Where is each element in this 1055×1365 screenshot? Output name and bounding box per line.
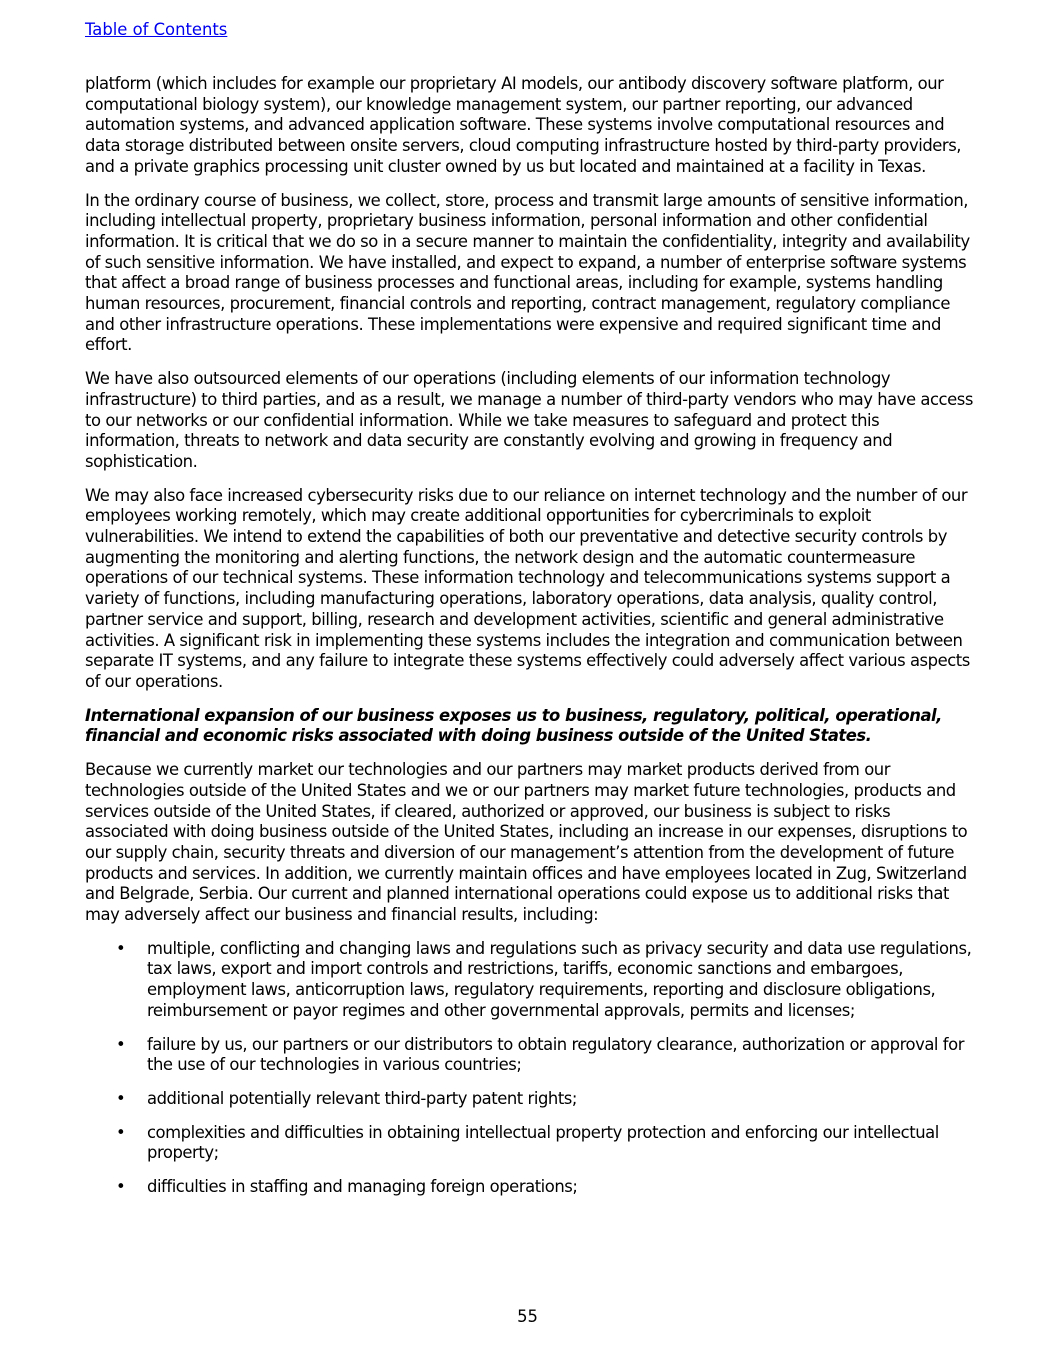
page-number: 55 <box>517 1307 538 1326</box>
bullet-icon: • <box>116 1177 126 1197</box>
list-item-text: difficulties in staffing and managing foreign operations; <box>147 1177 578 1197</box>
bullet-icon: • <box>116 1088 126 1108</box>
list-item-text: failure by us, our partners or our distributors to obtain regulatory clearance, authorization or approval for the use of our technologies in various countries; <box>147 1034 964 1075</box>
paragraph-cybersecurity: We may also face increased cybersecurity risks due to our reliance on internet technology and the number of our employees working remotely, which may create additional opportunities for cybercriminals to exploit vulnerabilities. We intend to extend the capabilities of both our preventative and detective security controls by augmenting the monitoring and alerting functions, the network design and the automatic countermeasure operations of our technical systems. These information technology and telecommunications systems support a variety of functions, including manufacturing operations, laboratory operations, data analysis, quality control, partner service and support, billing, research and development activities, scientific and general administrative activities. A significant risk in implementing these systems includes the integration and communication between separate IT systems, and any failure to integrate these systems effectively could adversely affect various aspects of our operations. <box>85 485 970 691</box>
list-item-text: multiple, conflicting and changing laws and regulations such as privacy security and data use regulations, tax laws, export and import controls and restrictions, tariffs, economic sanctions and embargoes, employment laws, anticorruption laws, regulatory requirements, reporting and disclosure obligations, reimbursement or payor regimes and other governmental approvals, permits and licenses; <box>147 938 972 1020</box>
paragraph-systems: platform (which includes for example our proprietary AI models, our antibody discovery software platform, our computational biology system), our knowledge management system, our partner reporting, our advanced automation systems, and advanced application software. These systems involve computational resources and data storage distributed between onsite servers, cloud computing infrastructure hosted by third-party providers, and a private graphics processing unit cluster owned by us but located and maintained at a facility in Texas. <box>85 74 962 176</box>
list-item <box>85 1123 975 1164</box>
list-item <box>85 1035 975 1076</box>
paragraph-international-intro: Because we currently market our technologies and our partners may market products derived from our technologies outside of the United States and we or our partners may market future technologies, products and services outside of the United States, if cleared, authorized or approved, our business is subject to risks associated with doing business outside of the United States, including an increase in our expenses, disruptions to our supply chain, security threats and diversion of our management’s attention from the development of future products and services. In addition, we currently maintain offices and have employees located in Zug, Switzerland and Belgrade, Serbia. Our current and planned international operations could expose us to additional risks that may adversely affect our business and financial results, including: <box>85 760 968 925</box>
list-item <box>85 939 975 1022</box>
list-item-text: complexities and difficulties in obtaining intellectual property protection and enforcing our intellectual property; <box>147 1122 939 1163</box>
risk-bullet-list <box>85 939 975 1198</box>
document-body <box>85 74 975 1211</box>
bullet-icon: • <box>116 938 126 958</box>
bullet-icon: • <box>116 1122 126 1142</box>
paragraph-outsourcing: We have also outsourced elements of our operations (including elements of our information technology infrastructure) to third parties, and as a result, we manage a number of third-party vendors who may have access to our networks or our confidential information. While we take measures to safeguard and protect this information, threats to network and data security are constantly evolving and growing in frequency and sophistication. <box>85 369 973 471</box>
table-of-contents-link[interactable]: Table of Contents <box>85 20 228 39</box>
list-item <box>85 1177 975 1198</box>
paragraph-sensitive-information: In the ordinary course of business, we collect, store, process and transmit large amounts of sensitive information, including intellectual property, proprietary business information, personal information and other confidential information. It is critical that we do so in a secure manner to maintain the confidentiality, integrity and availability of such sensitive information. We have installed, and expect to expand, a number of enterprise software systems that affect a broad range of business processes and functional areas, including for example, systems handling human resources, procurement, financial controls and reporting, contract management, regulatory compliance and other infrastructure operations. These implementations were expensive and required significant time and effort. <box>85 190 970 355</box>
list-item <box>85 1089 975 1110</box>
list-item-text: additional potentially relevant third-party patent rights; <box>147 1088 577 1108</box>
risk-factor-heading: International expansion of our business exposes us to business, regulatory, political, operational, financial and economic risks associated with doing business outside of the United States. <box>85 705 942 746</box>
bullet-icon: • <box>116 1034 126 1054</box>
